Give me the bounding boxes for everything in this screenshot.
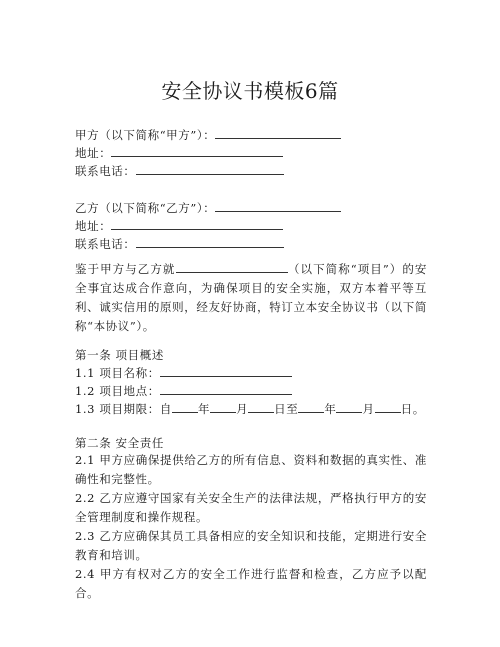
end-month-unit: 月 bbox=[362, 402, 375, 416]
party-b-address-label: 地址： bbox=[75, 219, 112, 233]
article-1-item-3 bbox=[75, 400, 427, 418]
start-day-blank[interactable] bbox=[248, 400, 274, 413]
end-year-blank[interactable] bbox=[298, 400, 324, 413]
start-year-blank[interactable] bbox=[172, 400, 198, 413]
day-to-text: 日至 bbox=[274, 402, 299, 416]
project-location-label: 1.2 项目地点： bbox=[75, 384, 160, 398]
party-b-address-blank[interactable] bbox=[111, 217, 283, 230]
party-a-label: 甲方（以下简称“甲方”）： bbox=[75, 128, 216, 142]
party-b-phone-label: 联系电话： bbox=[75, 237, 136, 251]
month-unit: 月 bbox=[236, 402, 249, 416]
party-b-phone-line bbox=[75, 235, 427, 253]
end-month-blank[interactable] bbox=[336, 400, 362, 413]
year-unit: 年 bbox=[197, 402, 211, 416]
project-name-label: 1.1 项目名称： bbox=[75, 366, 160, 380]
party-a-name-blank[interactable] bbox=[215, 126, 341, 139]
article-2-item-4: 2.4 甲方有权对乙方的安全工作进行监督和检查，乙方应予以配合。 bbox=[75, 567, 427, 600]
end-year-unit: 年 bbox=[324, 402, 337, 416]
project-name-blank[interactable] bbox=[176, 260, 288, 273]
article-2-item-2: 2.2 乙方应遵守国家有关安全生产的法律法规，严格执行甲方的安全管理制度和操作规程。 bbox=[75, 491, 427, 524]
preamble-rest: （以下简称“项目”）的安全事宜达成合作意向，为确保项目的安全实施，双方本着平等互利、诚实信用的原则，经友好协商，特订立本安全协议书（以下简称“本协议”）。 bbox=[75, 262, 427, 333]
party-a-address-line bbox=[75, 144, 427, 162]
article-1-heading: 第一条 项目概述 bbox=[75, 348, 164, 362]
start-month-blank[interactable] bbox=[210, 400, 236, 413]
party-b-line bbox=[75, 199, 427, 217]
project-location-blank[interactable] bbox=[160, 382, 292, 395]
project-name-field-blank[interactable] bbox=[160, 364, 292, 377]
party-a-phone-line bbox=[75, 162, 427, 180]
article-1-item-1 bbox=[75, 364, 427, 382]
party-a-line bbox=[75, 126, 427, 144]
party-b-phone-blank[interactable] bbox=[136, 235, 284, 248]
party-a-address-blank[interactable] bbox=[111, 144, 283, 157]
party-a-address-label: 地址： bbox=[75, 146, 112, 160]
party-b-address-line bbox=[75, 217, 427, 235]
article-2-heading: 第二条 安全责任 bbox=[75, 436, 164, 450]
party-b-label: 乙方（以下简称“乙方”）： bbox=[75, 201, 216, 215]
party-a-phone-label: 联系电话： bbox=[75, 164, 136, 178]
party-a-phone-blank[interactable] bbox=[136, 162, 284, 175]
end-day-text: 日。 bbox=[400, 402, 425, 416]
preamble-start: 鉴于甲方与乙方就 bbox=[75, 262, 176, 276]
project-term-label: 1.3 项目期限：自 bbox=[75, 402, 172, 416]
document-title: 安全协议书模板6篇 bbox=[161, 79, 339, 103]
article-2-item-1: 2.1 甲方应确保提供给乙方的所有信息、资料和数据的真实性、准确性和完整性。 bbox=[75, 453, 427, 486]
article-1-item-2 bbox=[75, 382, 427, 400]
article-2-item-3: 2.3 乙方应确保其员工具备相应的安全知识和技能，定期进行安全教育和培训。 bbox=[75, 529, 427, 562]
end-day-blank[interactable] bbox=[375, 400, 401, 413]
party-b-name-blank[interactable] bbox=[215, 199, 341, 212]
preamble-paragraph bbox=[75, 260, 427, 336]
